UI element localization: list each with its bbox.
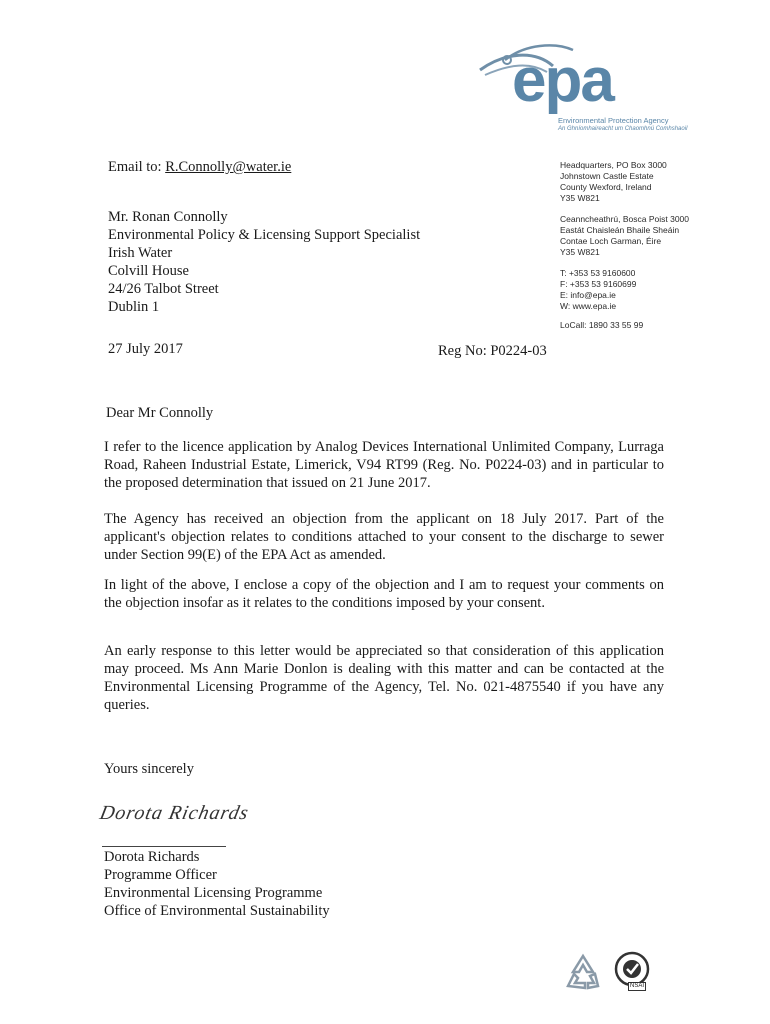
addressee-line: Irish Water xyxy=(108,245,173,261)
epa-fax: F: +353 53 9160699 xyxy=(560,279,637,289)
irish-address-line: Y35 W821 xyxy=(560,247,600,257)
body-paragraph: I refer to the licence application by Analog Devices International Unlimited Company, Lurraga Road, Raheen Industrial Estate, Limerick, V94 RT99 (Reg. No. P0224-03) and in particular to the proposed determination that issued on 21 June 2017. xyxy=(104,439,664,491)
reg-number: Reg No: P0224-03 xyxy=(438,343,547,359)
email-address-link[interactable]: R.Connolly@water.ie xyxy=(165,159,292,175)
hq-address-line: Y35 W821 xyxy=(560,193,600,203)
addressee-line: Dublin 1 xyxy=(108,299,160,315)
quality-certification-icon xyxy=(612,950,652,990)
closing: Yours sincerely xyxy=(104,761,194,777)
addressee-line: Mr. Ronan Connolly xyxy=(108,209,228,225)
epa-wordmark: epa xyxy=(512,46,613,115)
body-paragraph: The Agency has received an objection from the applicant on 18 July 2017. Part of the applicant's objection relates to conditions attached to your consent to the discharge to sewer under Section 99(E) of the EPA Act as amended. xyxy=(104,511,664,563)
recycle-icon xyxy=(562,952,604,992)
hq-address-line: Johnstown Castle Estate xyxy=(560,171,654,181)
quality-label: NSAI xyxy=(630,983,645,989)
addressee-line: Environmental Policy & Licensing Support Specialist xyxy=(108,227,421,243)
signatory-title: Programme Officer xyxy=(104,867,217,883)
email-label: Email to: xyxy=(108,159,166,175)
hq-address-line: Headquarters, PO Box 3000 xyxy=(560,160,667,170)
signatory-office: Office of Environmental Sustainability xyxy=(104,903,330,919)
handwritten-signature: Dorota Richards xyxy=(97,802,251,824)
signatory-programme: Environmental Licensing Programme xyxy=(104,885,323,901)
irish-address-line: Contae Loch Garman, Éire xyxy=(560,236,662,246)
hq-address-line: County Wexford, Ireland xyxy=(560,182,652,192)
signature-line xyxy=(102,846,226,847)
addressee-line: 24/26 Talbot Street xyxy=(108,281,219,297)
agency-name-irish: An Ghníomhaireacht um Chaomhnú Comhshaoil xyxy=(558,126,688,132)
body-paragraph: In light of the above, I enclose a copy of the objection and I am to request your comments on the objection insofar as it relates to the conditions imposed by your consent. xyxy=(104,577,664,611)
signatory-name: Dorota Richards xyxy=(104,849,200,865)
irish-address-line: Eastát Chaisleán Bhaile Sheáin xyxy=(560,225,680,235)
epa-email[interactable]: E: info@epa.ie xyxy=(560,290,616,300)
salutation: Dear Mr Connolly xyxy=(106,405,214,421)
irish-address-line: Ceanncheathrú, Bosca Poist 3000 xyxy=(560,214,690,224)
body-paragraph: An early response to this letter would be appreciated so that consideration of this application may proceed. Ms Ann Marie Donlon is dealing with this matter and can be contacted at the Environmental Licensing Programme of the Agency, Tel. No. 021-4875540 if you have any queries. xyxy=(104,643,664,713)
email-line xyxy=(108,158,291,176)
addressee-line: Colvill House xyxy=(108,263,189,279)
epa-web[interactable]: W: www.epa.ie xyxy=(560,301,617,311)
agency-name: Environmental Protection Agency xyxy=(558,116,669,125)
letter-date: 27 July 2017 xyxy=(108,341,183,357)
epa-locall: LoCall: 1890 33 55 99 xyxy=(560,320,644,330)
signatory-block xyxy=(104,848,330,920)
epa-logo xyxy=(470,42,690,137)
epa-phone: T: +353 53 9160600 xyxy=(560,268,636,278)
addressee-block xyxy=(108,208,420,316)
epa-contact-block xyxy=(560,160,689,331)
